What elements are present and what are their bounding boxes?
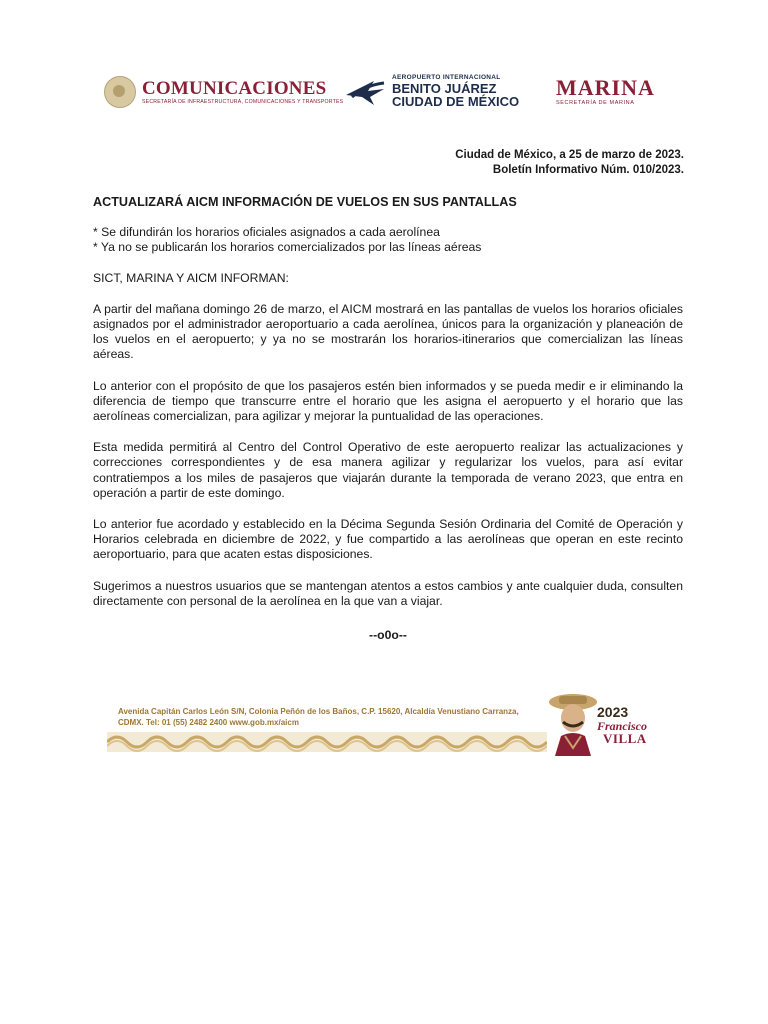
- closing-mark: --o0o--: [369, 628, 407, 643]
- sict-logo: [104, 76, 343, 108]
- aicm-line1: AEROPUERTO INTERNACIONAL: [392, 74, 501, 81]
- decorative-band-icon: [107, 732, 547, 752]
- marina-subtitle: SECRETARÍA DE MARINA: [556, 100, 635, 106]
- header-logos: [100, 72, 680, 116]
- inform-line: SICT, MARINA Y AICM INFORMAN:: [93, 270, 289, 285]
- bulletin-body: [93, 195, 683, 643]
- bulletin-meta: [455, 148, 684, 178]
- paragraph: A partir del mañana domingo 26 de marzo, el AICM mostrará en las pantallas de vuelos los horarios oficiales asignados por el administrador aeroportuario a cada aerolínea, únicos para la organización y planeación de los vuelos en el aeropuerto; y ya no se mostrarán los horarios-itinerarios que comercializan las líneas aéreas.: [93, 301, 683, 362]
- footer: [107, 690, 662, 756]
- aicm-line2: BENITO JUÁREZ: [392, 81, 497, 96]
- villa-name-last: VILLA: [603, 731, 647, 746]
- year-label: 2023: [597, 704, 629, 720]
- bullet-item: * Ya no se publicarán los horarios comercializados por las líneas aéreas: [93, 240, 482, 255]
- paragraph: Lo anterior con el propósito de que los pasajeros estén bien informados y se pueda medir e ir eliminando la diferencia de tiempo que transcurre entre el horario que les asigna el aeropuerto y el horario que las aerolíneas comercializan, para agilizar y mejorar la puntualidad de las operaciones.: [93, 378, 683, 424]
- bullet-item: * Se difundirán los horarios oficiales asignados a cada aerolínea: [93, 225, 440, 240]
- bullet-list: [93, 225, 683, 255]
- sict-subtitle: SECRETARÍA DE INFRAESTRUCTURA, COMUNICACIONES Y TRANSPORTES: [142, 98, 344, 105]
- paragraph: Sugerimos a nuestros usuarios que se mantengan atentos a estos cambios y ante cualquier duda, consulten directamente con personal de la aerolínea en la que van a viajar.: [93, 578, 683, 608]
- address-line: Avenida Capitán Carlos León S/N, Colonia Peñón de los Baños, C.P. 15620, Alcaldía Venustiano Carranza,: [118, 707, 519, 716]
- villa-name-first: Francisco: [597, 719, 648, 733]
- airplane-icon: [344, 75, 388, 107]
- place-date: Ciudad de México, a 25 de marzo de 2023.: [455, 149, 684, 161]
- aicm-logo: [344, 74, 519, 108]
- bulletin-number: Boletín Informativo Núm. 010/2023.: [492, 164, 684, 176]
- aicm-line3: CIUDAD DE MÉXICO: [392, 94, 520, 109]
- mexico-seal-icon: [104, 76, 136, 108]
- footer-address: [118, 706, 558, 728]
- sict-name: COMUNICACIONES: [142, 77, 327, 99]
- marina-name: MARINA: [556, 75, 655, 100]
- paragraph: Lo anterior fue acordado y establecido en la Décima Segunda Sesión Ordinaria del Comité de Operación y Horarios celebrada en diciembre de 2022, y fue compartido a las aerolíneas que operan en este recinto aeroportuario, para que acaten estas disposiciones.: [93, 517, 683, 562]
- paragraph: Esta medida permitirá al Centro del Control Operativo de este aeropuerto realizar las actualizaciones y correcciones correspondientes y de esa manera agilizar y regularizar los vuelos, para así evitar contratiempos a los miles de pasajeros que viajarán durante la temporada de verano 2023, que entra en operación a partir de este domingo.: [93, 440, 683, 500]
- address-line: CDMX. Tel: 01 (55) 2482 2400 www.gob.mx/aicm: [118, 718, 299, 727]
- francisco-villa-logo: [547, 690, 662, 756]
- portrait-icon: [547, 690, 599, 756]
- marina-logo: [556, 76, 655, 107]
- bulletin-title: ACTUALIZARÁ AICM INFORMACIÓN DE VUELOS EN SUS PANTALLAS: [93, 195, 517, 209]
